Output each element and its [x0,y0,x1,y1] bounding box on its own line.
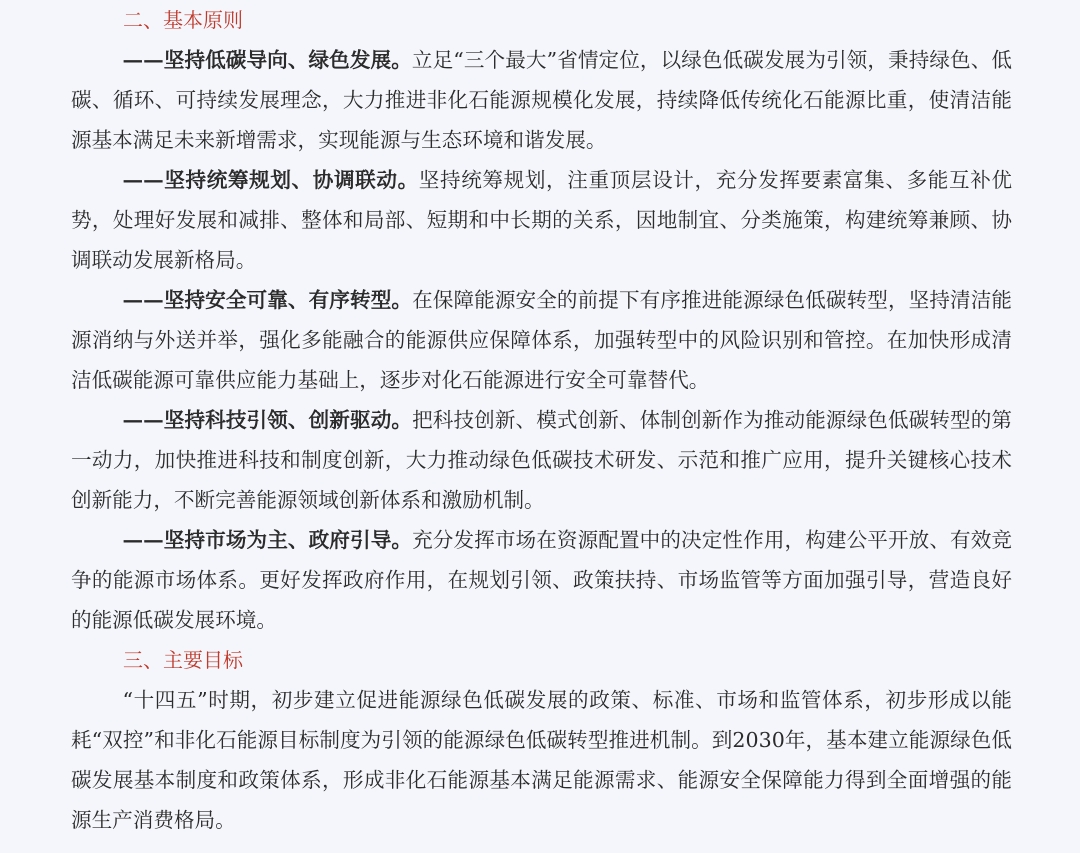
principle-body: 立足“三个最大”省情定位，以绿色低碳发展为引领，秉持绿色、低碳、循环、可持续发展理念，大力推进非化石能源规模化发展，持续降低传统化石能源比重，使清洁能源基本满足未来新增需求，实现能源与生态环境和谐发展。 [71,48,1013,152]
principle-paragraph [71,40,1012,160]
targets-paragraph [71,680,1012,840]
principle-body: 坚持统筹规划，注重顶层设计，充分发挥要素富集、多能互补优势，处理好发展和减排、整体和局部、短期和中长期的关系，因地制宜、分类施策，构建统筹兼顾、协调联动发展新格局。 [71,168,1012,272]
principle-body: 充分发挥市场在资源配置中的决定性作用，构建公平开放、有效竞争的能源市场体系。更好发挥政府作用，在规划引领、政策扶持、市场监管等方面加强引导，营造良好的能源低碳发展环境。 [71,528,1013,632]
principle-lead: ——坚持科技引领、创新驱动。 [122,408,413,432]
principle-paragraph [71,520,1012,640]
principle-paragraph [71,400,1012,520]
section-heading-basic-principles: 二、基本原则 [123,8,243,32]
principle-body: 在保障能源安全的前提下有序推进能源绿色低碳转型，坚持清洁能源消纳与外送并举，强化多能融合的能源供应保障体系，加强转型中的风险识别和管控。在加快形成清洁低碳能源可靠供应能力基础上，逐步对化石能源进行安全可靠替代。 [71,288,1013,392]
document-page [71,0,1012,840]
principle-lead: ——坚持统筹规划、协调联动。 [122,168,419,192]
principle-lead: ——坚持安全可靠、有序转型。 [122,288,413,312]
principle-lead: ——坚持低碳导向、绿色发展。 [122,48,412,72]
targets-body: “十四五”时期，初步建立促进能源绿色低碳发展的政策、标准、市场和监管体系，初步形成以能耗“双控”和非化石能源目标制度为引领的能源绿色低碳转型推进机制。到2030年，基本建立能源绿色低碳发展基本制度和政策体系，形成非化石能源基本满足能源需求、能源安全保障能力得到全面增强的能源生产消费格局。 [71,688,1012,832]
principle-body: 把科技创新、模式创新、体制创新作为推动能源绿色低碳转型的第一动力，加快推进科技和制度创新，大力推动绿色低碳技术研发、示范和推广应用，提升关键核心技术创新能力，不断完善能源领域创新体系和激励机制。 [71,408,1013,512]
principle-paragraph [71,160,1012,280]
section-heading-main-targets: 三、主要目标 [123,648,243,672]
principle-paragraph [71,280,1012,400]
principle-lead: ——坚持市场为主、政府引导。 [122,528,413,552]
